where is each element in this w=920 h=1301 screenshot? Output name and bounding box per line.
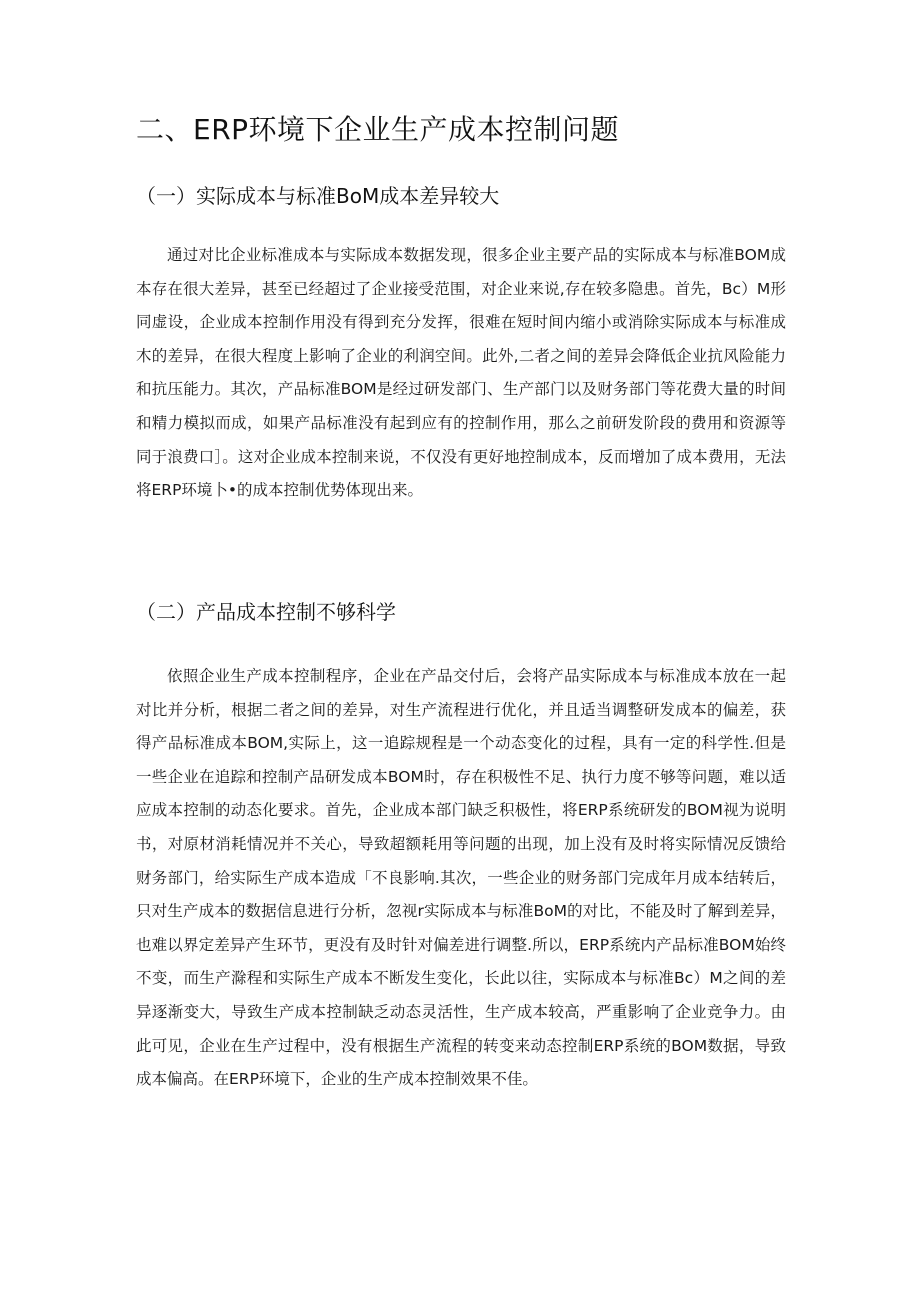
section-paragraph-1: 通过对比企业标准成本与实际成本数据发现，很多企业主要产品的实际成本与标准BOM成本存在很大差异，甚至已经超过了企业接受范围，对企业来说,存在较多隐患。首先，Bc）M形同虚设，企业成本控制作用没有得到充分发挥，很难在短时间内缩小或消除实际成本与标准成木的差异，在很大程度上影响了企业的利润空间。此外,二者之间的差异会降低企业抗风险能力和抗压能力。其次，产品标准BOM是经过研发部门、生产部门以及财务部门等花费大量的时间和精力模拟而成，如果产品标准没有起到应有的控制作用，那么之前研发阶段的费用和资源等同于浪费口］。这对企业成本控制来说，不仅没有更好地控制成本，反而增加了成本费用，无法将ERP环境卜•的成本控制优势体现出来。 [136, 246, 786, 500]
section-heading-1: （一）实际成本与标准BoM成本差异较大 [136, 184, 500, 208]
section-heading-2: （二）产品成本控制不够科学 [136, 600, 396, 624]
document-title: 二、ERP环境下企业生产成本控制问题 [136, 113, 620, 146]
section-paragraph-2: 依照企业生产成本控制程序，企业在产品交付后，会将产品实际成本与标准成本放在一起对比并分析，根据二者之间的差异，对生产流程进行优化，并且适当调整研发成本的偏差，获得产品标准成本BOM,实际上，这一追踪规程是一个动态变化的过程，具有一定的科学性.但是一些企业在追踪和控制产品研发成本BOM时，存在积极性不足、执行力度不够等问题，难以适应成本控制的动态化要求。首先，企业成本部门缺乏积极性，将ERP系统研发的BOM视为说明书，对原材消耗情况并不关心，导致超额耗用等问题的出现，加上没有及时将实际情况反馈给财务部门，给实际生产成本造成「不良影响.其次，一些企业的财务部门完成年月成本结转后，只对生产成本的数据信息进行分析，忽视r实际成本与标准BoM的对比，不能及时了解到差异，也难以界定差异产生环节，更没有及时针对偏差进行调整.所以，ERP系统内产品标准BOM始终不变，而生产滁程和实际生产成本不断发生变化，长此以往，实际成本与标准Bc）M之间的差异逐渐变大，导致生产成本控制缺乏动态灵活性，生产成本较高，严重影响了企业竞争力。由此可见，企业在生产过程中，没有根据生产流程的转变来动态控制ERP系统的BOM数据，导致成本偏高。在ERP环境下，企业的生产成本控制效果不佳。 [136, 667, 786, 1089]
